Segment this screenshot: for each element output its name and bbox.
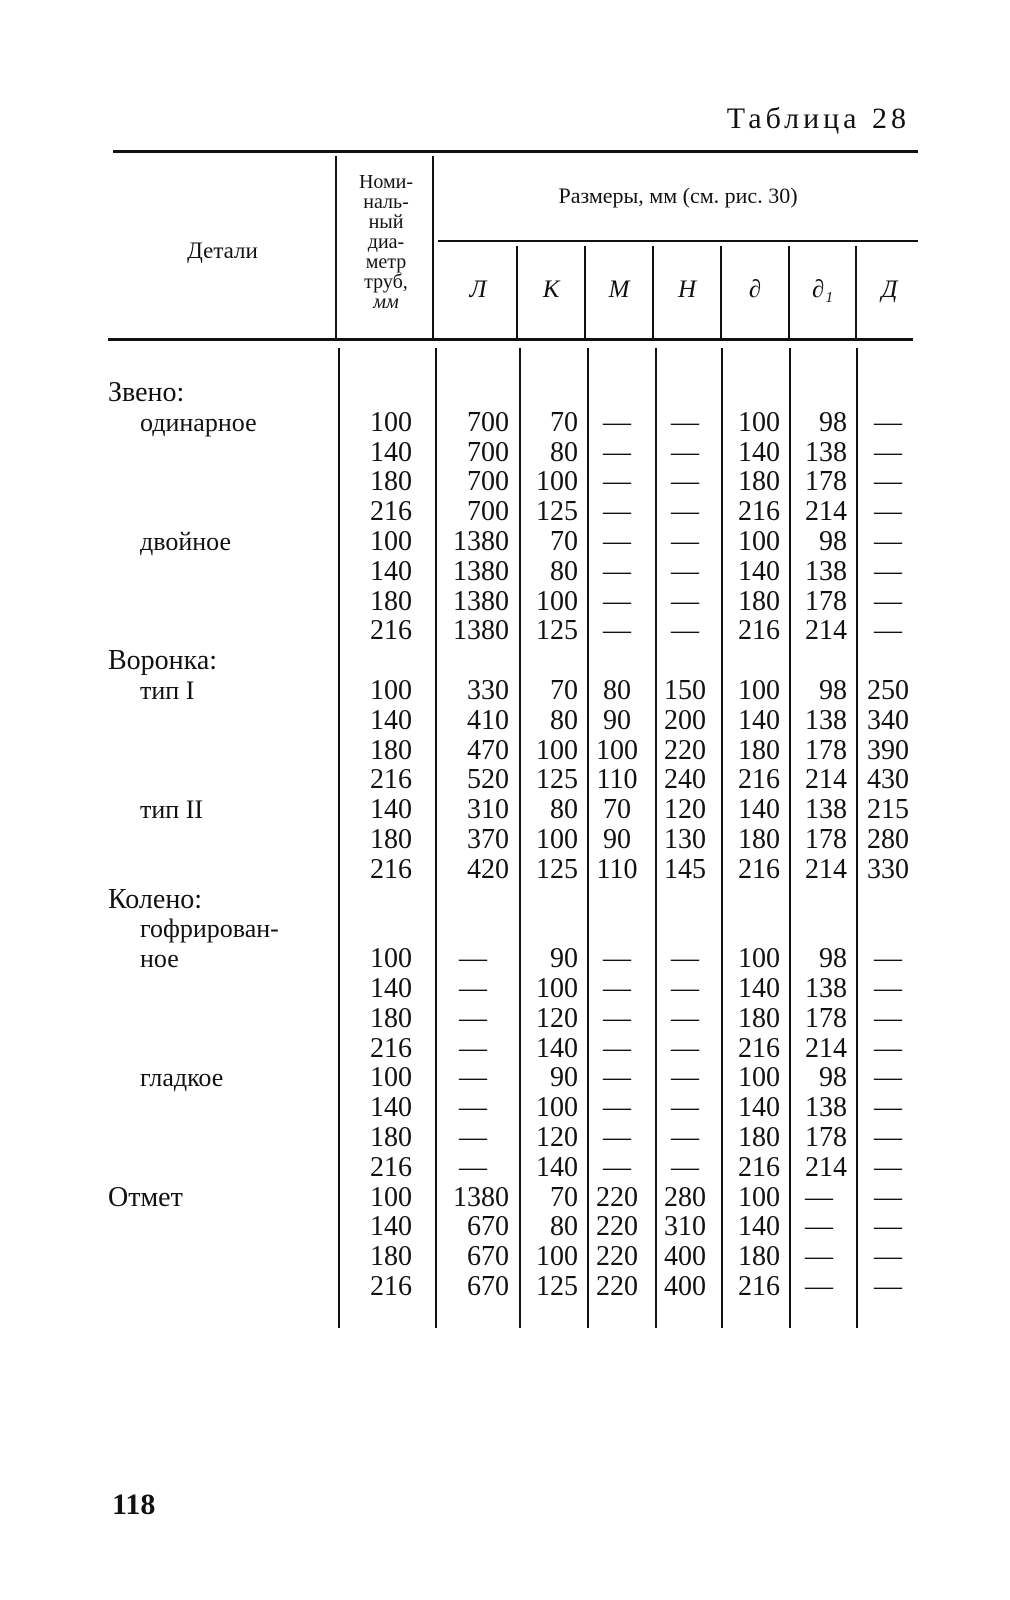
cell-d1: 138	[805, 555, 847, 587]
cell-L: 700	[467, 406, 509, 438]
row-group-label: Звено:	[108, 377, 185, 408]
cell-N: —	[671, 406, 699, 438]
header-diameter-line: метр	[365, 251, 407, 273]
cell-D: —	[874, 1181, 902, 1213]
cell-L: 470	[467, 734, 509, 766]
header-details: Детали	[187, 238, 258, 263]
cell-diameter: 100	[370, 1062, 412, 1094]
cell-M: 220	[596, 1241, 638, 1273]
header-diameter-line: ный	[368, 211, 404, 233]
cell-K: 80	[550, 555, 578, 587]
cell-diameter: 140	[370, 436, 412, 468]
cell-N: —	[671, 1122, 699, 1153]
cell-diameter: 140	[370, 704, 412, 736]
header-diameter-line: труб,	[364, 271, 408, 293]
table-row	[0, 944, 1010, 974]
row-group-label: Отмет	[108, 1181, 183, 1213]
header-nominal-diameter	[338, 172, 434, 312]
cell-diameter: 140	[370, 1211, 412, 1243]
table-row	[0, 557, 1010, 587]
column-header-D: Д	[881, 276, 898, 303]
cell-M: 90	[603, 824, 631, 855]
cell-K: 140	[536, 1151, 578, 1183]
cell-N: 240	[664, 764, 706, 796]
cell-N: —	[671, 1092, 699, 1124]
table-row	[0, 378, 1010, 408]
cell-M: —	[603, 615, 631, 647]
cell-N: —	[671, 496, 699, 528]
cell-diameter: 180	[370, 1241, 412, 1273]
row-sub-label: гладкое	[140, 1063, 224, 1093]
cell-d1: 178	[805, 1122, 847, 1153]
cell-d: 216	[738, 1032, 780, 1064]
cell-d1: 178	[805, 1002, 847, 1034]
cell-d: 180	[738, 466, 780, 498]
table-row	[0, 855, 1010, 885]
cell-L: —	[459, 943, 487, 975]
table-row	[0, 646, 1010, 676]
cell-K: 90	[550, 1062, 578, 1094]
cell-d1: 178	[805, 734, 847, 766]
cell-M: —	[603, 555, 631, 587]
header-bottom-rule	[108, 338, 913, 341]
header-diameter-line: мм	[373, 291, 399, 313]
cell-d: 100	[738, 1062, 780, 1094]
cell-diameter: 100	[370, 1181, 412, 1213]
cell-N: —	[671, 466, 699, 498]
cell-d: 100	[738, 675, 780, 706]
table-row	[0, 736, 1010, 766]
cell-M: —	[603, 973, 631, 1004]
cell-M: —	[603, 1122, 631, 1153]
cell-K: 100	[536, 1092, 578, 1124]
table-caption: Таблица 28	[726, 102, 910, 135]
cell-L: 330	[467, 675, 509, 706]
cell-d1: —	[805, 1181, 833, 1213]
cell-D: —	[874, 496, 902, 528]
cell-K: 70	[550, 526, 578, 557]
row-sub-label: тип II	[140, 795, 204, 825]
table-row	[0, 497, 1010, 527]
cell-K: 70	[550, 1181, 578, 1213]
cell-D: 250	[867, 675, 909, 706]
cell-d: 216	[738, 853, 780, 885]
cell-d: 140	[738, 436, 780, 468]
cell-D: —	[874, 973, 902, 1004]
cell-D: —	[874, 1032, 902, 1064]
cell-d: 216	[738, 496, 780, 528]
header-diameter-line: диа-	[367, 231, 405, 253]
sizes-rule	[438, 240, 918, 242]
cell-L: —	[459, 1032, 487, 1064]
cell-M: —	[603, 1002, 631, 1034]
cell-K: 100	[536, 824, 578, 855]
cell-D: —	[874, 1211, 902, 1243]
table-row	[0, 765, 1010, 795]
cell-M: 90	[603, 704, 631, 736]
cell-d1: 178	[805, 585, 847, 617]
cell-D: —	[874, 943, 902, 975]
cell-D: —	[874, 1241, 902, 1273]
cell-diameter: 180	[370, 824, 412, 855]
cell-M: 220	[596, 1211, 638, 1243]
cell-D: —	[874, 1122, 902, 1153]
table-row	[0, 467, 1010, 497]
table-row	[0, 825, 1010, 855]
table-row	[0, 1153, 1010, 1183]
header-diameter-line: наль-	[363, 191, 409, 213]
cell-D: —	[874, 555, 902, 587]
cell-D: —	[874, 466, 902, 498]
cell-d1: 98	[819, 406, 847, 438]
cell-D: —	[874, 1151, 902, 1183]
cell-d: 180	[738, 824, 780, 855]
cell-diameter: 180	[370, 466, 412, 498]
cell-K: 120	[536, 1122, 578, 1153]
column-header-N: Н	[677, 276, 697, 303]
header-diameter-line: Номи-	[358, 171, 414, 193]
cell-D: —	[874, 406, 902, 438]
cell-K: 100	[536, 973, 578, 1004]
table-row	[0, 706, 1010, 736]
cell-D: 390	[867, 734, 909, 766]
cell-N: 400	[664, 1241, 706, 1273]
cell-K: 70	[550, 406, 578, 438]
cell-D: —	[874, 526, 902, 557]
header-sizes: Размеры, мм (см. рис. 30)	[558, 183, 798, 208]
cell-diameter: 216	[370, 1271, 412, 1302]
column-header-L: Л	[469, 276, 487, 303]
cell-diameter: 216	[370, 1032, 412, 1064]
cell-L: 1380	[453, 555, 509, 587]
cell-D: 215	[867, 794, 909, 826]
cell-d1: 214	[805, 764, 847, 796]
cell-N: 280	[664, 1181, 706, 1213]
header-divider	[335, 156, 337, 338]
cell-d1: 214	[805, 496, 847, 528]
cell-d: 140	[738, 1211, 780, 1243]
cell-d1: 178	[805, 466, 847, 498]
cell-M: —	[603, 526, 631, 557]
cell-diameter: 216	[370, 615, 412, 647]
cell-D: 340	[867, 704, 909, 736]
cell-d: 180	[738, 1122, 780, 1153]
cell-M: 220	[596, 1271, 638, 1302]
cell-d: 180	[738, 585, 780, 617]
cell-D: —	[874, 1062, 902, 1094]
table-row	[0, 885, 1010, 915]
cell-diameter: 140	[370, 555, 412, 587]
cell-d1: 98	[819, 1062, 847, 1094]
cell-L: 1380	[453, 1181, 509, 1213]
cell-diameter: 180	[370, 585, 412, 617]
cell-d: 100	[738, 406, 780, 438]
column-header-d: ∂	[748, 276, 762, 303]
cell-d1: —	[805, 1271, 833, 1302]
cell-L: 700	[467, 466, 509, 498]
cell-d1: 214	[805, 1032, 847, 1064]
table-row	[0, 1212, 1010, 1242]
cell-L: —	[459, 1002, 487, 1034]
cell-D: 280	[867, 824, 909, 855]
cell-D: —	[874, 1092, 902, 1124]
cell-L: 410	[467, 704, 509, 736]
cell-K: 80	[550, 704, 578, 736]
cell-K: 100	[536, 1241, 578, 1273]
cell-d: 140	[738, 794, 780, 826]
cell-N: 310	[664, 1211, 706, 1243]
cell-d: 140	[738, 704, 780, 736]
cell-M: —	[603, 1151, 631, 1183]
cell-N: 400	[664, 1271, 706, 1302]
cell-M: —	[603, 585, 631, 617]
cell-diameter: 216	[370, 496, 412, 528]
column-header-d1: ∂₁	[811, 276, 834, 303]
cell-d1: 214	[805, 853, 847, 885]
cell-L: 1380	[453, 615, 509, 647]
cell-diameter: 140	[370, 1092, 412, 1124]
cell-d1: 138	[805, 1092, 847, 1124]
cell-d1: 138	[805, 436, 847, 468]
cell-D: —	[874, 615, 902, 647]
cell-d: 180	[738, 1002, 780, 1034]
cell-diameter: 100	[370, 943, 412, 975]
cell-N: —	[671, 526, 699, 557]
cell-L: —	[459, 1122, 487, 1153]
table-row	[0, 527, 1010, 557]
cell-M: —	[603, 466, 631, 498]
cell-L: 520	[467, 764, 509, 796]
row-sub-label: ное	[140, 944, 179, 974]
cell-L: 700	[467, 496, 509, 528]
cell-N: 120	[664, 794, 706, 826]
cell-K: 125	[536, 615, 578, 647]
cell-d1: 214	[805, 615, 847, 647]
cell-d1: 138	[805, 973, 847, 1004]
cell-N: —	[671, 1151, 699, 1183]
cell-L: —	[459, 973, 487, 1004]
cell-K: 90	[550, 943, 578, 975]
cell-K: 125	[536, 853, 578, 885]
cell-K: 80	[550, 1211, 578, 1243]
row-sub-label: тип I	[140, 676, 195, 705]
table-row	[0, 1034, 1010, 1064]
cell-diameter: 100	[370, 675, 412, 706]
cell-D: 330	[867, 853, 909, 885]
table-row	[0, 1272, 1010, 1302]
cell-d: 140	[738, 1092, 780, 1124]
cell-diameter: 140	[370, 973, 412, 1004]
cell-K: 140	[536, 1032, 578, 1064]
table-row	[0, 616, 1010, 646]
cell-d1: 98	[819, 526, 847, 557]
cell-M: 100	[596, 734, 638, 766]
cell-M: —	[603, 1062, 631, 1094]
cell-L: 670	[467, 1211, 509, 1243]
cell-K: 125	[536, 764, 578, 796]
table-row	[0, 1004, 1010, 1034]
cell-d: 216	[738, 1271, 780, 1302]
cell-L: 670	[467, 1241, 509, 1273]
cell-d1: —	[805, 1241, 833, 1273]
cell-N: 130	[664, 824, 706, 855]
cell-L: 1380	[453, 585, 509, 617]
cell-d: 180	[738, 734, 780, 766]
cell-N: 150	[664, 675, 706, 706]
cell-D: —	[874, 1002, 902, 1034]
page-number: 118	[112, 1488, 156, 1521]
cell-L: 670	[467, 1271, 509, 1302]
cell-N: —	[671, 555, 699, 587]
cell-D: —	[874, 436, 902, 468]
cell-L: —	[459, 1062, 487, 1094]
cell-K: 100	[536, 734, 578, 766]
cell-d: 216	[738, 1151, 780, 1183]
cell-d: 100	[738, 1181, 780, 1213]
cell-K: 125	[536, 1271, 578, 1302]
cell-N: —	[671, 973, 699, 1004]
cell-N: —	[671, 615, 699, 647]
cell-D: —	[874, 585, 902, 617]
cell-N: —	[671, 1002, 699, 1034]
cell-K: 120	[536, 1002, 578, 1034]
cell-d: 100	[738, 943, 780, 975]
row-group-label: Воронка:	[108, 645, 218, 677]
cell-M: —	[603, 1092, 631, 1124]
cell-diameter: 100	[370, 406, 412, 438]
cell-d: 216	[738, 615, 780, 647]
column-header-M: М	[608, 276, 630, 303]
cell-d: 140	[738, 973, 780, 1004]
top-rule	[113, 150, 918, 153]
cell-diameter: 180	[370, 1122, 412, 1153]
row-sub-label: двойное	[140, 527, 232, 556]
table-row	[0, 1242, 1010, 1272]
column-header-K: К	[542, 276, 560, 303]
table-row	[0, 408, 1010, 438]
cell-diameter: 180	[370, 1002, 412, 1034]
cell-L: 700	[467, 436, 509, 468]
table-row	[0, 1063, 1010, 1093]
cell-M: —	[603, 436, 631, 468]
cell-D: 430	[867, 764, 909, 796]
cell-L: —	[459, 1092, 487, 1124]
cell-N: 200	[664, 704, 706, 736]
cell-N: 220	[664, 734, 706, 766]
cell-d1: —	[805, 1211, 833, 1243]
cell-diameter: 216	[370, 764, 412, 796]
cell-N: 145	[664, 853, 706, 885]
cell-d1: 178	[805, 824, 847, 855]
cell-M: 220	[596, 1181, 638, 1213]
cell-K: 100	[536, 466, 578, 498]
cell-K: 100	[536, 585, 578, 617]
cell-K: 80	[550, 436, 578, 468]
cell-d1: 98	[819, 943, 847, 975]
table-row	[0, 914, 1010, 944]
cell-M: 80	[603, 675, 631, 706]
table-row	[0, 676, 1010, 706]
cell-M: 110	[596, 853, 638, 885]
cell-L: —	[459, 1151, 487, 1183]
cell-diameter: 216	[370, 1151, 412, 1183]
cell-M: —	[603, 406, 631, 438]
cell-M: —	[603, 1032, 631, 1064]
table-row	[0, 587, 1010, 617]
cell-K: 80	[550, 794, 578, 826]
cell-N: —	[671, 436, 699, 468]
cell-D: —	[874, 1271, 902, 1302]
row-sub-label: одинарное	[140, 407, 257, 437]
cell-N: —	[671, 943, 699, 975]
table-row	[0, 1123, 1010, 1153]
cell-L: 310	[467, 794, 509, 826]
cell-d1: 138	[805, 794, 847, 826]
table-row	[0, 438, 1010, 468]
cell-d: 216	[738, 764, 780, 796]
cell-diameter: 140	[370, 794, 412, 826]
cell-d: 180	[738, 1241, 780, 1273]
cell-M: 70	[603, 794, 631, 826]
cell-M: —	[603, 943, 631, 975]
cell-d1: 214	[805, 1151, 847, 1183]
cell-diameter: 100	[370, 526, 412, 557]
row-group-label: Колено:	[108, 883, 203, 915]
row-sub-label: гофрирован-	[140, 914, 279, 944]
cell-M: 110	[596, 764, 638, 796]
cell-N: —	[671, 1032, 699, 1064]
cell-N: —	[671, 1062, 699, 1094]
cell-d: 140	[738, 555, 780, 587]
cell-d1: 138	[805, 704, 847, 736]
table-row	[0, 1093, 1010, 1123]
cell-diameter: 216	[370, 853, 412, 885]
table-row	[0, 974, 1010, 1004]
table-row	[0, 1183, 1010, 1213]
cell-M: —	[603, 496, 631, 528]
cell-L: 420	[467, 853, 509, 885]
cell-K: 125	[536, 496, 578, 528]
table-row	[0, 795, 1010, 825]
cell-L: 370	[467, 824, 509, 855]
cell-L: 1380	[453, 526, 509, 557]
cell-d: 100	[738, 526, 780, 557]
cell-diameter: 180	[370, 734, 412, 766]
cell-d1: 98	[819, 675, 847, 706]
cell-K: 70	[550, 675, 578, 706]
cell-N: —	[671, 585, 699, 617]
